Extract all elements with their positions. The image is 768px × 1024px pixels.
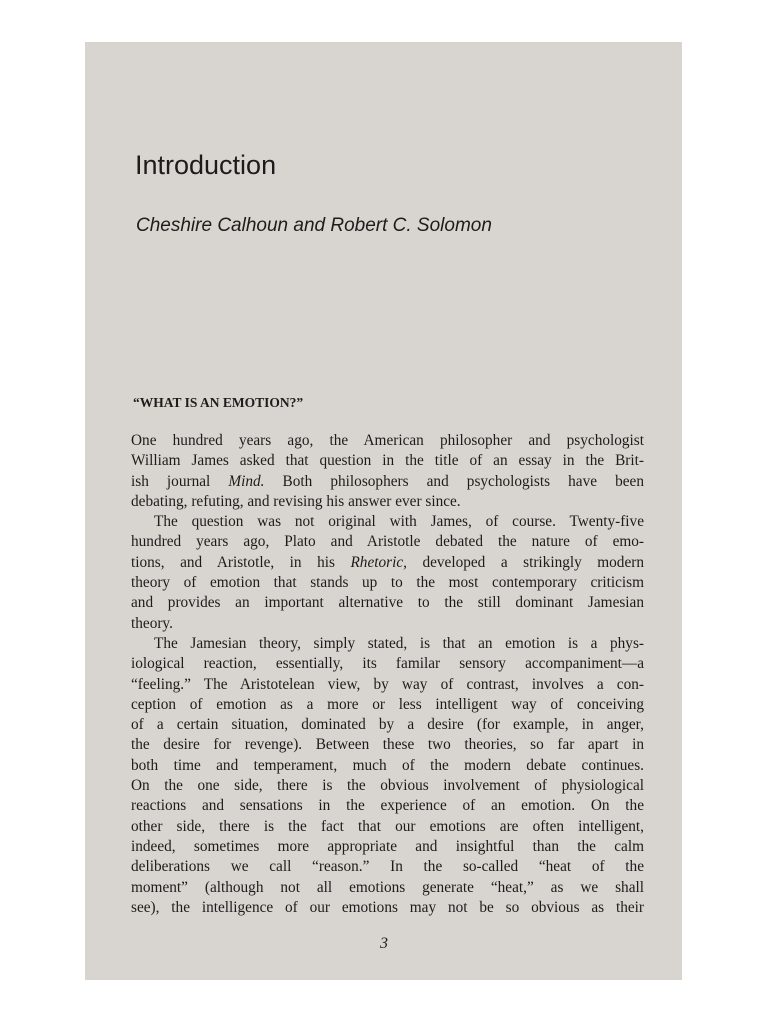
text-segment: ish journal [131, 472, 229, 490]
text-line: iological reaction, essentially, its familar sensory accompaniment—a [131, 655, 644, 673]
text-line: theory. [131, 614, 173, 632]
text-segment: tions, and Aristotle, in his [131, 553, 351, 571]
text-line [131, 553, 644, 573]
paragraph-2 [131, 512, 644, 634]
text-line: both time and temperament, much of the modern debate continues. [131, 756, 644, 774]
text-line [131, 472, 644, 492]
text-line: hundred years ago, Plato and Aristotle debated the nature of emo- [131, 533, 644, 551]
journal-title: Mind. [228, 472, 265, 490]
text-line: deliberations we call “reason.” In the so-called “heat of the [131, 858, 644, 876]
text-line: On the one side, there is the obvious involvement of physiological [131, 777, 644, 795]
text-line: the desire for revenge). Between these two theories, so far apart in [131, 736, 644, 754]
book-title: Rhetoric, [350, 553, 407, 571]
text-line: William James asked that question in the title of an essay in the Brit- [131, 452, 644, 470]
text-line: theory of emotion that stands up to the most contemporary criticism [131, 574, 644, 592]
chapter-title: Introduction [135, 150, 277, 180]
body-text [131, 431, 644, 918]
text-line: One hundred years ago, the American philosopher and psychologist [131, 432, 644, 449]
text-line: indeed, sometimes more appropriate and insightful than the calm [131, 837, 644, 855]
text-line: The question was not original with James, of course. Twenty-five [154, 513, 644, 531]
text-line: see), the intelligence of our emotions may not be so obvious as their [131, 898, 644, 916]
section-heading: “WHAT IS AN EMOTION?” [133, 395, 304, 410]
text-line: moment” (although not all emotions generate “heat,” as we shall [131, 878, 644, 896]
text-line: reactions and sensations in the experience of an emotion. On the [131, 797, 644, 815]
text-line: of a certain situation, dominated by a desire (for example, in anger, [131, 716, 644, 734]
chapter-authors: Cheshire Calhoun and Robert C. Solomon [136, 215, 492, 236]
text-line: and provides an important alternative to the still dominant Jamesian [131, 594, 644, 612]
text-line: “feeling.” The Aristotelean view, by way of contrast, involves a con- [131, 675, 644, 693]
page-number: 3 [380, 935, 388, 952]
text-segment: Both philosophers and psychologists have been [264, 472, 644, 490]
text-line: The Jamesian theory, simply stated, is that an emotion is a phys- [154, 634, 644, 652]
paragraph-1 [131, 431, 644, 512]
text-line: debating, refuting, and revising his answer ever since. [131, 492, 461, 510]
text-segment: developed a strikingly modern [406, 553, 644, 571]
text-line: other side, there is the fact that our emotions are often intelligent, [131, 817, 644, 835]
text-line: ception of emotion as a more or less intelligent way of conceiving [131, 695, 644, 713]
paragraph-3 [131, 634, 644, 918]
